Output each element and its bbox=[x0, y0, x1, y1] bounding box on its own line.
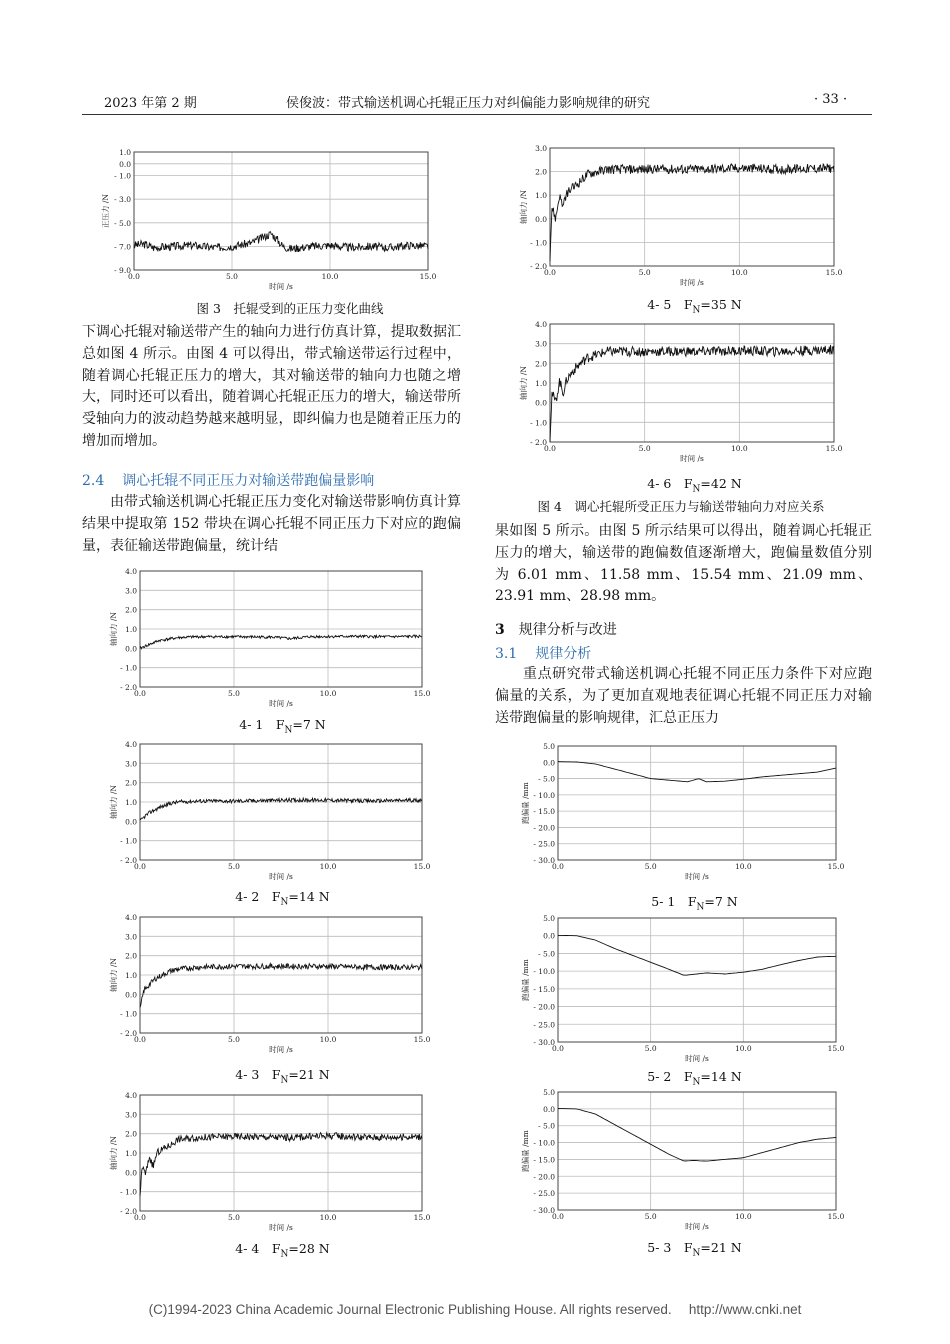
x-tick-label: 15.0 bbox=[419, 272, 437, 281]
x-tick-label: 5.0 bbox=[638, 444, 651, 453]
x-tick-label: 10.0 bbox=[321, 272, 339, 281]
y-tick-label: 1.0 bbox=[125, 971, 137, 980]
y-tick-label: 4.0 bbox=[125, 1091, 137, 1100]
section-2-4-number: 2.4 bbox=[82, 473, 105, 489]
figure-4-1-chart bbox=[108, 565, 431, 725]
figure-3-caption: 图 3 托辊受到的正压力变化曲线 bbox=[196, 301, 384, 316]
y-axis-title: 跑偏量 /mm bbox=[521, 1130, 530, 1172]
y-tick-label: 5.0 bbox=[543, 914, 555, 923]
series-line bbox=[550, 345, 834, 442]
y-tick-label: - 25.0 bbox=[533, 1189, 555, 1199]
figure-4-2-chart bbox=[108, 738, 431, 898]
series-line bbox=[140, 635, 422, 649]
series-line bbox=[134, 232, 428, 252]
plot-frame bbox=[558, 1092, 836, 1210]
x-tick-label: 5.0 bbox=[644, 862, 657, 871]
x-axis-title: 时间 /s bbox=[269, 1045, 293, 1054]
f46-svg bbox=[518, 318, 843, 478]
figure-3-pressure-chart bbox=[100, 144, 437, 296]
y-tick-label: 1.0 bbox=[125, 1149, 137, 1158]
y-tick-label: 0.0 bbox=[125, 644, 137, 654]
y-tick-label: 3.0 bbox=[125, 932, 137, 942]
y-tick-label: - 30.0 bbox=[533, 856, 555, 865]
y-tick-label: - 2.0 bbox=[530, 438, 547, 447]
x-axis-title: 时间 /s bbox=[685, 872, 709, 881]
fig3-svg bbox=[100, 144, 437, 296]
y-tick-label: - 1.0 bbox=[120, 663, 137, 673]
y-tick-label: - 2.0 bbox=[530, 262, 547, 271]
y-tick-label: 4.0 bbox=[125, 740, 137, 749]
y-tick-label: 5.0 bbox=[543, 742, 555, 751]
y-tick-label: - 2.0 bbox=[120, 683, 137, 692]
series-line bbox=[550, 164, 834, 262]
series-line bbox=[140, 798, 422, 820]
y-tick-label: - 30.0 bbox=[533, 1206, 555, 1215]
x-axis-title: 时间 /s bbox=[685, 1054, 709, 1063]
x-tick-label: 5.0 bbox=[228, 689, 240, 698]
x-tick-label: 0.0 bbox=[134, 862, 146, 871]
y-tick-label: - 25.0 bbox=[533, 839, 555, 849]
x-tick-label: 5.0 bbox=[228, 1213, 240, 1222]
x-tick-label: 15.0 bbox=[413, 862, 431, 871]
x-tick-label: 5.0 bbox=[228, 862, 240, 871]
x-tick-label: 15.0 bbox=[827, 1212, 845, 1221]
x-tick-label: 5.0 bbox=[228, 1035, 240, 1044]
y-tick-label: 2.0 bbox=[125, 1129, 137, 1139]
y-tick-label: 0.0 bbox=[543, 1104, 555, 1114]
series-line bbox=[558, 1109, 836, 1162]
x-tick-label: 10.0 bbox=[734, 1044, 752, 1053]
x-tick-label: 0.0 bbox=[134, 1213, 146, 1222]
f45-svg bbox=[518, 142, 843, 302]
y-tick-label: - 5.0 bbox=[538, 949, 555, 959]
x-tick-label: 0.0 bbox=[552, 1044, 564, 1053]
y-tick-label: - 1.0 bbox=[120, 1187, 137, 1197]
x-tick-label: 15.0 bbox=[413, 1213, 431, 1222]
figure-4-2-label: 4- 2 $F_N=14$ N bbox=[235, 889, 330, 908]
x-axis-title: 时间 /s bbox=[680, 278, 704, 287]
figure-4-4-label: 4- 4 $F_N=28$ N bbox=[235, 1241, 330, 1260]
y-tick-label: 1.0 bbox=[119, 148, 131, 157]
figure-5-2-label: 5- 2 $F_N=14$ N bbox=[647, 1069, 742, 1088]
y-tick-label: - 25.0 bbox=[533, 1020, 555, 1030]
y-tick-label: - 3.0 bbox=[114, 195, 131, 205]
section-2-4-heading bbox=[82, 470, 374, 490]
y-axis-title: 跑偏量 /mm bbox=[521, 782, 530, 824]
x-tick-label: 15.0 bbox=[413, 1035, 431, 1044]
x-tick-label: 10.0 bbox=[734, 1212, 752, 1221]
figure-5-2-chart bbox=[520, 912, 845, 1072]
y-axis-title: 轴向力 /N bbox=[109, 958, 118, 992]
x-tick-label: 5.0 bbox=[644, 1212, 657, 1221]
section-2-4-title: 调心托辊不同正压力对输送带跑偏量影响 bbox=[122, 473, 375, 489]
y-tick-label: 0.0 bbox=[543, 758, 555, 768]
x-tick-label: 10.0 bbox=[319, 862, 337, 871]
section-3-1-number: 3.1 bbox=[495, 646, 518, 662]
y-tick-label: - 20.0 bbox=[533, 823, 555, 833]
x-axis-title: 时间 /s bbox=[269, 699, 293, 708]
y-tick-label: 2.0 bbox=[125, 951, 137, 961]
x-axis-title: 时间 /s bbox=[269, 872, 293, 881]
y-tick-label: 5.0 bbox=[543, 1088, 555, 1097]
paragraph-axial-force bbox=[82, 322, 461, 453]
y-tick-label: 4.0 bbox=[125, 567, 137, 576]
paragraph-offset-intro-text: 由带式输送机调心托辊正压力变化对输送带影响仿真计算结果中提取第 152 带块在调心托辊不同正压力下对应的跑偏量，表征输送带跑偏量，统计结 bbox=[82, 494, 461, 554]
f53-svg bbox=[520, 1086, 845, 1246]
figure-4-3-label: 4- 3 $F_N=21$ N bbox=[235, 1067, 330, 1086]
y-tick-label: - 1.0 bbox=[530, 238, 547, 248]
y-tick-label: 4.0 bbox=[535, 320, 547, 329]
article-running-title: 侯俊波：带式输送机调心托辊正压力对纠偏能力影响规律的研究 bbox=[286, 96, 651, 111]
x-tick-label: 5.0 bbox=[226, 272, 238, 281]
y-tick-label: 0.0 bbox=[535, 398, 547, 408]
figure-4-3-chart bbox=[108, 911, 431, 1071]
paragraph-offset-intro bbox=[82, 492, 461, 557]
figure-4-6-chart bbox=[518, 318, 843, 478]
y-axis-title: 轴向力 /N bbox=[519, 366, 528, 400]
plot-frame bbox=[558, 746, 836, 860]
x-tick-label: 15.0 bbox=[413, 689, 431, 698]
figure-4-1-label: 4- 1 $F_N=7$ N bbox=[239, 717, 326, 736]
x-tick-label: 15.0 bbox=[827, 862, 845, 871]
copyright-footer: (C)1994-2023 China Academic Journal Electronic Publishing House. All rights reserved. http://www.cnki.net bbox=[148, 1302, 802, 1317]
y-tick-label: - 30.0 bbox=[533, 1038, 555, 1047]
figure-5-1-chart bbox=[520, 740, 845, 900]
x-axis-title: 时间 /s bbox=[269, 1223, 293, 1232]
x-tick-label: 10.0 bbox=[730, 268, 748, 277]
x-axis-title: 时间 /s bbox=[685, 1222, 709, 1231]
section-3-1-title: 规律分析 bbox=[535, 646, 592, 662]
x-tick-label: 0.0 bbox=[552, 862, 564, 871]
y-tick-label: 1.0 bbox=[125, 625, 137, 634]
y-tick-label: - 1.0 bbox=[530, 418, 547, 428]
series-line bbox=[140, 964, 422, 1008]
x-tick-label: 10.0 bbox=[319, 1035, 337, 1044]
y-axis-title: 正压力 /N bbox=[101, 194, 110, 228]
x-tick-label: 10.0 bbox=[730, 444, 748, 453]
f41-svg bbox=[108, 565, 431, 725]
y-tick-label: 0.0 bbox=[535, 214, 547, 224]
plot-frame bbox=[550, 148, 834, 266]
x-tick-label: 0.0 bbox=[134, 689, 146, 698]
section-3-heading bbox=[495, 619, 617, 639]
x-tick-label: 0.0 bbox=[128, 272, 140, 281]
y-tick-label: - 15.0 bbox=[533, 807, 555, 817]
figure-4-5-chart bbox=[518, 142, 843, 302]
section-3-number: 3 bbox=[495, 622, 505, 638]
paragraph-offset-result bbox=[495, 521, 872, 608]
f51-svg bbox=[520, 740, 845, 900]
y-tick-label: 3.0 bbox=[535, 339, 547, 349]
paragraph-rule-analysis-text: 重点研究带式输送机调心托辊不同正压力条件下对应跑偏量的关系，为了更加直观地表征调心托辊不同正压力对输送带跑偏量的影响规律，汇总正压力 bbox=[495, 666, 872, 726]
y-tick-label: 4.0 bbox=[125, 913, 137, 922]
y-tick-label: 3.0 bbox=[125, 759, 137, 769]
y-tick-label: - 1.0 bbox=[114, 171, 131, 181]
y-axis-title: 轴向力 /N bbox=[109, 612, 118, 646]
x-tick-label: 10.0 bbox=[734, 862, 752, 871]
y-tick-label: 1.0 bbox=[535, 379, 547, 388]
plot-frame bbox=[134, 152, 428, 270]
y-axis-title: 跑偏量 /mm bbox=[521, 959, 530, 1001]
figure-4-4-chart bbox=[108, 1089, 431, 1249]
y-tick-label: - 2.0 bbox=[120, 1029, 137, 1038]
section-3-1-heading bbox=[495, 643, 591, 663]
y-tick-label: - 20.0 bbox=[533, 1172, 555, 1182]
paragraph-axial-force-text: 下调心托辊对输送带产生的轴向力进行仿真计算，提取数据汇总如图 4 所示。由图 4 可以得出，带式输送带运行过程中，随着调心托辊正压力的增大，其对输送带的轴向力也随之增大，同时还可以看出，随着调心托辊正压力的增大，输送带所受轴向力的波动趋势越来越明显，即纠偏力也是随着正压力的增加而增加。 bbox=[82, 324, 461, 449]
plot-frame bbox=[558, 918, 836, 1042]
y-tick-label: - 1.0 bbox=[120, 836, 137, 846]
f43-svg bbox=[108, 911, 431, 1071]
y-axis-title: 轴向力 /N bbox=[109, 1136, 118, 1170]
x-tick-label: 15.0 bbox=[825, 268, 843, 277]
series-line bbox=[140, 1133, 422, 1197]
x-tick-label: 5.0 bbox=[638, 268, 651, 277]
y-tick-label: 2.0 bbox=[535, 167, 547, 177]
figure-4-5-label: 4- 5 $F_N=35$ N bbox=[647, 297, 742, 316]
y-tick-label: 2.0 bbox=[125, 605, 137, 615]
y-tick-label: - 15.0 bbox=[533, 1155, 555, 1165]
x-tick-label: 15.0 bbox=[825, 444, 843, 453]
y-axis-title: 轴向力 /N bbox=[109, 785, 118, 819]
page-number: · 33 · bbox=[814, 92, 848, 107]
y-tick-label: 2.0 bbox=[125, 778, 137, 788]
y-tick-label: 1.0 bbox=[125, 798, 137, 807]
y-tick-label: 0.0 bbox=[119, 159, 131, 169]
y-tick-label: - 9.0 bbox=[114, 266, 131, 275]
y-tick-label: 1.0 bbox=[535, 191, 547, 201]
x-tick-label: 0.0 bbox=[552, 1212, 564, 1221]
y-tick-label: 3.0 bbox=[535, 144, 547, 153]
figure-5-1-label: 5- 1 $F_N=7$ N bbox=[651, 894, 738, 913]
y-tick-label: 0.0 bbox=[125, 1168, 137, 1178]
x-tick-label: 10.0 bbox=[319, 1213, 337, 1222]
y-tick-label: - 5.0 bbox=[114, 218, 131, 228]
figure-4-caption: 图 4 调心托辊所受正压力与输送带轴向力对应关系 bbox=[537, 499, 825, 514]
x-tick-label: 0.0 bbox=[544, 444, 556, 453]
y-tick-label: - 7.0 bbox=[114, 242, 131, 252]
figure-4-6-label: 4- 6 $F_N=42$ N bbox=[647, 476, 742, 495]
x-tick-label: 15.0 bbox=[827, 1044, 845, 1053]
f44-svg bbox=[108, 1089, 431, 1249]
y-tick-label: - 2.0 bbox=[120, 856, 137, 865]
y-tick-label: - 20.0 bbox=[533, 1002, 555, 1012]
journal-issue: 2023 年第 2 期 bbox=[104, 96, 197, 111]
x-tick-label: 5.0 bbox=[644, 1044, 657, 1053]
figure-5-3-label: 5- 3 $F_N=21$ N bbox=[647, 1240, 742, 1259]
section-3-title: 规律分析与改进 bbox=[518, 622, 617, 638]
y-tick-label: - 1.0 bbox=[120, 1009, 137, 1019]
y-tick-label: 0.0 bbox=[125, 990, 137, 1000]
y-tick-label: 0.0 bbox=[125, 817, 137, 827]
x-axis-title: 时间 /s bbox=[680, 454, 704, 463]
y-tick-label: 3.0 bbox=[125, 1110, 137, 1120]
f42-svg bbox=[108, 738, 431, 898]
y-tick-label: - 10.0 bbox=[533, 790, 555, 800]
paragraph-rule-analysis bbox=[495, 664, 872, 729]
f52-svg bbox=[520, 912, 845, 1072]
x-tick-label: 0.0 bbox=[134, 1035, 146, 1044]
x-tick-label: 0.0 bbox=[544, 268, 556, 277]
y-tick-label: - 5.0 bbox=[538, 774, 555, 784]
y-tick-label: - 10.0 bbox=[533, 1138, 555, 1148]
figure-5-3-chart bbox=[520, 1086, 845, 1246]
header-rule bbox=[82, 114, 872, 115]
y-tick-label: - 15.0 bbox=[533, 984, 555, 994]
y-tick-label: - 2.0 bbox=[120, 1207, 137, 1216]
y-tick-label: 0.0 bbox=[543, 931, 555, 941]
y-tick-label: 3.0 bbox=[125, 586, 137, 596]
y-tick-label: - 5.0 bbox=[538, 1121, 555, 1131]
y-tick-label: - 10.0 bbox=[533, 967, 555, 977]
y-tick-label: 2.0 bbox=[535, 359, 547, 369]
y-axis-title: 轴向力 /N bbox=[519, 190, 528, 224]
x-axis-title: 时间 /s bbox=[269, 282, 293, 291]
x-tick-label: 10.0 bbox=[319, 689, 337, 698]
paragraph-offset-result-text: 果如图 5 所示。由图 5 所示结果可以得出，随着调心托辊正压力的增大，输送带的跑偏数值逐渐增大，跑偏量数值分别为 6.01 mm、11.58 mm、15.54 mm、21.09 mm、23.91 mm、28.98 mm。 bbox=[495, 523, 872, 605]
series-line bbox=[558, 935, 836, 975]
